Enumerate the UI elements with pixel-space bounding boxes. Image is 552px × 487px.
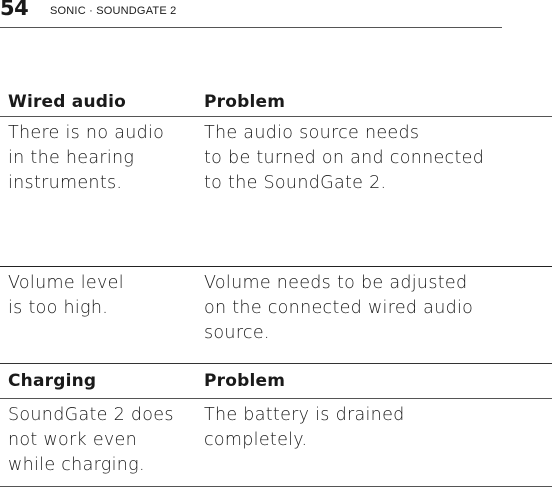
running-title: SONIC · SOUNDGATE 2 [50, 5, 177, 17]
symptom-line: is too high. [8, 298, 109, 318]
symptom-line: Volume level [8, 273, 124, 293]
problem-line: to be turned on and connected [204, 148, 485, 168]
problem-line: to the SoundGate 2. [204, 173, 387, 193]
table-row [0, 399, 552, 487]
problem-line: completely. [204, 430, 308, 450]
page-header [0, 0, 502, 28]
table-header-row [0, 86, 552, 117]
symptom-line: not work even [8, 430, 138, 450]
table-header-row [0, 364, 552, 399]
page-number: 54 [0, 0, 29, 20]
section-heading-wired-audio: Wired audio [8, 92, 127, 112]
symptom-line: There is no audio [8, 123, 165, 143]
table-row [0, 267, 552, 364]
problem-cell [204, 121, 504, 196]
section-heading-charging: Charging [8, 371, 97, 391]
problem-cell [204, 271, 504, 346]
table-row [0, 117, 552, 267]
symptom-line: while charging. [8, 455, 145, 475]
symptom-cell [8, 271, 188, 321]
column-heading-problem: Problem [204, 92, 286, 112]
symptom-cell [8, 403, 188, 478]
problem-line: Volume needs to be adjusted [204, 273, 468, 293]
symptom-line: SoundGate 2 does [8, 405, 174, 425]
problem-line: The battery is drained [204, 405, 405, 425]
column-heading-problem: Problem [204, 371, 286, 391]
symptom-cell [8, 121, 188, 196]
troubleshooting-table [0, 86, 552, 487]
problem-line: source. [204, 323, 270, 343]
symptom-line: in the hearing [8, 148, 135, 168]
problem-line: The audio source needs [204, 123, 420, 143]
problem-cell [204, 403, 504, 453]
symptom-line: instruments. [8, 173, 123, 193]
problem-line: on the connected wired audio [204, 298, 474, 318]
